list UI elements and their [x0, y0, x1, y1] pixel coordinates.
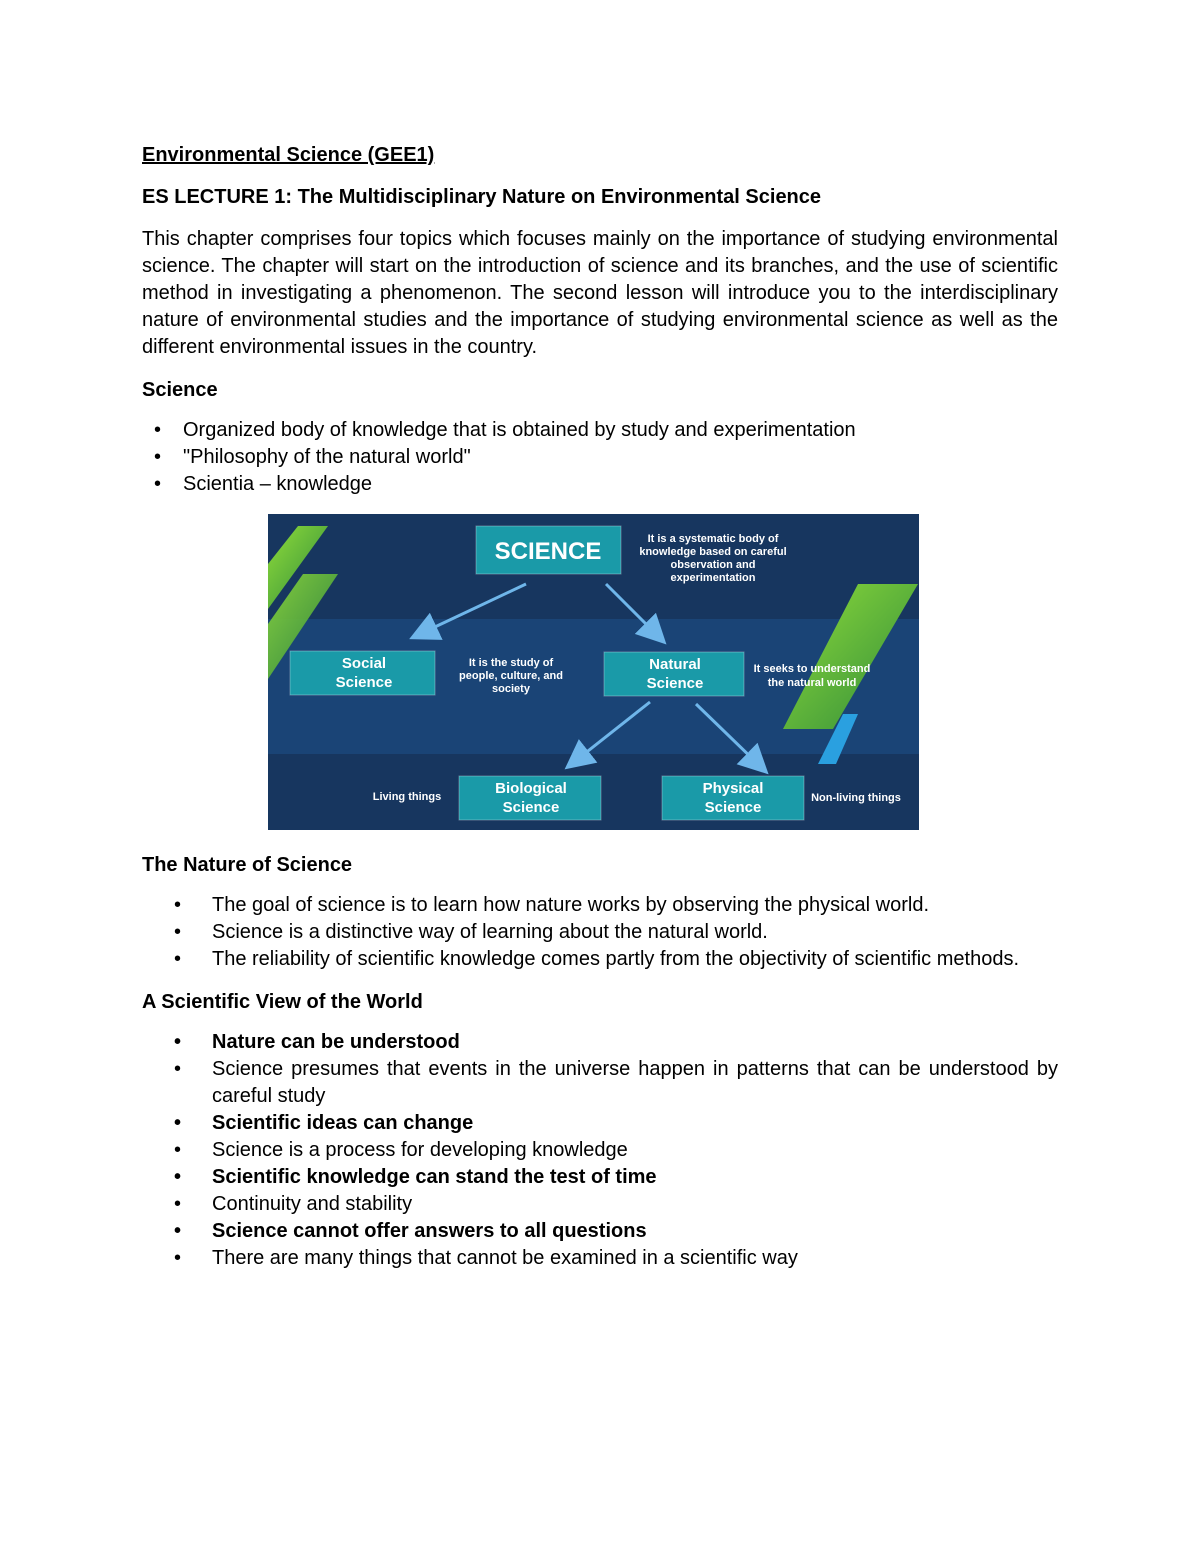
- physical-science-label: Physical: [702, 780, 764, 797]
- natural-desc-line: It seeks to understand: [753, 663, 871, 675]
- list-item: • Scientia – knowledge: [142, 471, 1058, 498]
- bullet-icon: •: [174, 1166, 182, 1188]
- diagram-svg: [268, 514, 919, 830]
- natural-science-label: Science: [646, 675, 704, 692]
- list-item: • Nature can be understood: [142, 1029, 1058, 1056]
- social-desc-line: people, culture, and: [459, 670, 563, 682]
- science-branches-diagram: [268, 514, 919, 830]
- science-list: [142, 417, 1058, 498]
- list-item: • Science presumes that events in the universe happen in patterns that can be understood by careful study: [174, 1058, 1058, 1107]
- document-title: Environmental Science (GEE1): [142, 144, 435, 166]
- science-desc-line: observation and: [670, 559, 756, 571]
- physical-science-label: Science: [704, 799, 762, 816]
- social-desc-line: society: [492, 683, 530, 695]
- science-box-label: SCIENCE: [494, 538, 602, 565]
- bullet-icon: •: [154, 446, 162, 468]
- bullet-icon: •: [174, 1031, 182, 1053]
- list-item: • The reliability of scientific knowledge comes partly from the objectivity of scientific methods.: [142, 946, 1058, 973]
- biological-science-label: Biological: [495, 780, 567, 797]
- bullet-icon: •: [174, 1247, 182, 1269]
- science-desc-line: experimentation: [670, 572, 756, 584]
- document-body: [142, 140, 1058, 1272]
- list-item: • Organized body of knowledge that is obtained by study and experimentation: [142, 417, 1058, 444]
- physical-desc: Non-living things: [811, 792, 901, 804]
- social-science-label: Social: [341, 655, 387, 672]
- biological-science-label: Science: [502, 799, 560, 816]
- list-item: • Science cannot offer answers to all questions: [142, 1218, 1058, 1245]
- bullet-icon: •: [174, 1193, 182, 1215]
- view-heading: A Scientific View of the World: [142, 991, 423, 1013]
- science-heading: Science: [142, 379, 218, 401]
- social-desc-line: It is the study of: [468, 657, 554, 669]
- bullet-icon: •: [174, 1112, 182, 1134]
- social-science-label: Science: [335, 674, 393, 691]
- list-item: • Continuity and stability: [142, 1191, 1058, 1218]
- bullet-icon: •: [174, 894, 182, 916]
- list-item: • Scientific knowledge can stand the test of time: [142, 1164, 1058, 1191]
- bullet-icon: •: [174, 1220, 182, 1242]
- natural-desc-line: the natural world: [767, 677, 857, 689]
- science-desc-line: It is a systematic body of: [647, 533, 779, 545]
- nature-list: [142, 892, 1058, 973]
- list-item: • Scientific ideas can change: [142, 1110, 1058, 1137]
- biological-desc: Living things: [372, 791, 442, 803]
- list-item: • Science is a process for developing knowledge: [142, 1137, 1058, 1164]
- bullet-icon: •: [154, 473, 162, 495]
- bullet-icon: •: [174, 1139, 182, 1161]
- bullet-icon: •: [154, 419, 162, 441]
- bullet-icon: •: [174, 921, 182, 943]
- science-desc-line: knowledge based on careful: [639, 546, 787, 558]
- intro-paragraph: This chapter comprises four topics which focuses mainly on the importance of studying environmental science. The chapter will start on the introduction of science and its branches, and the use of scientific method in investigating a phenomenon. The second lesson will introduce you to the interdisciplinary nature of environmental studies and the importance of studying environmental science as well as the different environmental issues in the country.: [142, 228, 1058, 358]
- list-item: • There are many things that cannot be examined in a scientific way: [142, 1245, 1058, 1272]
- list-item: • The goal of science is to learn how nature works by observing the physical world.: [142, 892, 1058, 919]
- lecture-title: ES LECTURE 1: The Multidisciplinary Nature on Environmental Science: [142, 186, 822, 208]
- list-item: • Science is a distinctive way of learning about the natural world.: [142, 919, 1058, 946]
- view-list: [142, 1029, 1058, 1272]
- natural-science-label: Natural: [649, 656, 701, 673]
- nature-heading: The Nature of Science: [142, 854, 353, 876]
- bullet-icon: •: [174, 1058, 182, 1080]
- bullet-icon: •: [174, 948, 182, 970]
- list-item: • "Philosophy of the natural world": [142, 444, 1058, 471]
